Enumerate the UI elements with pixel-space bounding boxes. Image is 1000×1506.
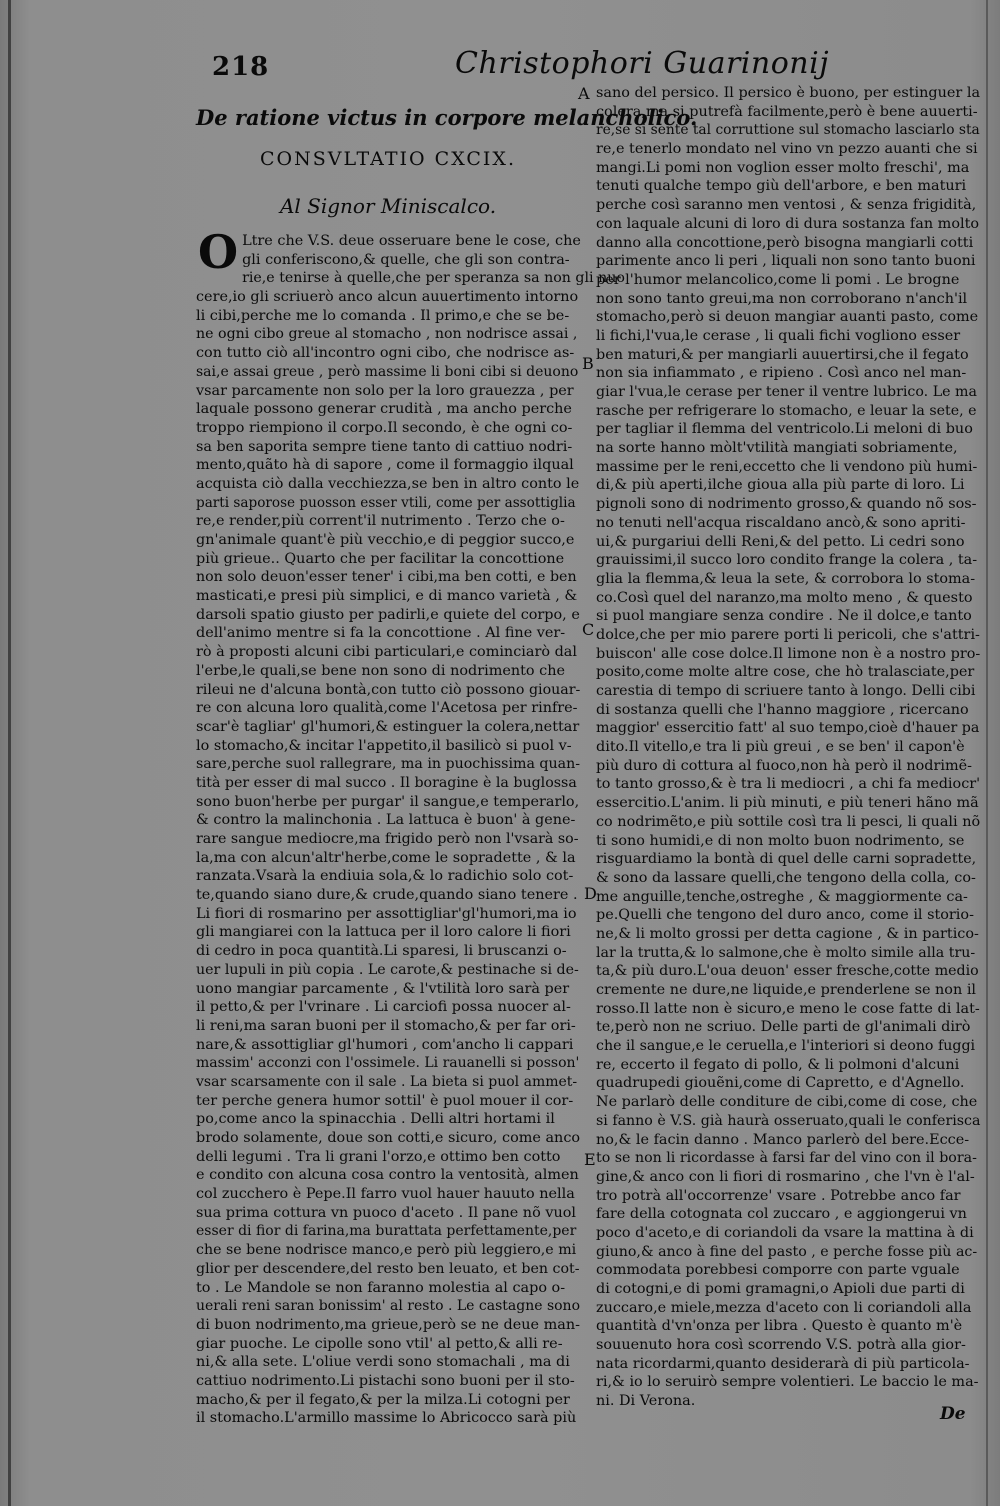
right-text-line: colera,ma si putrefà facilmente,però è bene auuerti-: [596, 103, 978, 120]
left-text-line: cattiuo nodrimento.Li pistachi sono buoni per il sto-: [196, 1372, 575, 1389]
right-text-line: di cotogni,e di pomi gramagni,o Apioli due parti di: [596, 1281, 965, 1297]
left-text-line: glior per descendere,del resto ben leuato, et ben cot-: [196, 1260, 580, 1277]
right-text-line: Ne parlarò delle conditure de cibi,come di cose, che: [596, 1094, 978, 1111]
left-text-line: non solo deuon'esser tener' i cibi,ma ben cotti, e ben: [196, 569, 577, 586]
right-text-line: na sorte hanno mòlt'vtilità mangiati sobriamente,: [596, 440, 958, 457]
left-text-line: rò à proposti alcuni cibi particulari,e cominciarò dal: [196, 644, 577, 661]
right-text-line: si puol mangiare senza condire . Ne il dolce,e tanto: [596, 608, 972, 625]
section-title: De ratione victus in corpore melancholico.: [196, 105, 698, 130]
left-text-line: ne ogni cibo greue al stomacho , non nodrisce assai ,: [196, 326, 578, 343]
margin-letter-b: B: [582, 354, 594, 373]
right-text-line: lar la trutta,& lo salmone,che è molto simile alla tru-: [596, 944, 976, 961]
right-text-line: co nodrimẽto,e più sottile così tra li pesci, li quali nõ: [596, 813, 981, 830]
right-text-line: re,se si sente tal corruttione sul stomacho lasciarlo sta: [596, 122, 980, 139]
left-text-line: vsar parcamente non solo per la loro grauezza , per: [196, 382, 574, 399]
left-text-line: Ltre che V.S. deue osseruare bene le cose, che: [242, 233, 581, 249]
left-text-line: tità per esser di mal succo . Il boragine è la buglossa: [196, 774, 577, 791]
margin-letter-e: E: [584, 1150, 596, 1169]
right-text-line: no tenuti nell'acqua riscaldano ancò,& sono apriti-: [596, 514, 966, 531]
right-text-line: zuccaro,e miele,mezza d'aceto con li coriandoli alla: [596, 1299, 972, 1316]
left-text-line: scar'è tagliar' gl'humori,& estinguer la colera,nettar: [196, 718, 580, 735]
left-text-line: l'erbe,le quali,se bene non sono di nodrimento che: [196, 662, 565, 679]
left-text-line: Li fiori di rosmarino per assottigliar'gl'humori,ma io: [196, 905, 577, 922]
right-text-line: to se non li ricordasse à farsi far del vino con il bora-: [596, 1150, 977, 1167]
left-text-line: sua prima cottura vn puoco d'aceto . Il pane nõ vuol: [196, 1204, 576, 1221]
left-text-line: to . Le Mandole se non faranno molestia al capo o-: [196, 1279, 566, 1296]
right-text-line: essercitio.L'anim. li più minuti, e più teneri hãno mã: [596, 795, 979, 812]
right-text-line: si fanno è V.S. già haurà osseruato,quali le conferisca: [596, 1112, 981, 1129]
margin-letter-a: A: [578, 84, 590, 103]
left-text-line: acquista ciò dalla vecchiezza,se ben in altro conto le: [196, 475, 580, 492]
right-text-line: per tagliar il flemma del ventricolo.Li meloni di buo: [596, 421, 973, 438]
left-text-line: brodo solamente, doue son cotti,e sicuro, come anco: [196, 1130, 581, 1146]
right-text-line: re, eccerto il fegato di pollo, & li polmoni d'alcuni: [596, 1056, 960, 1073]
left-text-line: lo stomacho,& incitar l'appetito,il basilicò si puol v-: [196, 737, 572, 754]
right-text-line: danno alla concottione,però bisogna mangiarli cotti: [596, 234, 974, 251]
left-text-line: gli mangiarei con la lattuca per il loro calore li fiori: [196, 924, 571, 941]
consultatio-heading: CONSVLTATIO CXCIX.: [260, 148, 516, 170]
left-text-line: re con alcuna loro qualità,come l'Acetosa per rinfre-: [196, 700, 578, 717]
left-text-line: te,quando siano dure,& crude,quando siano tenere .: [196, 887, 578, 904]
right-text-line: pignoli sono di nodrimento grosso,& quando nõ sos-: [596, 496, 977, 513]
right-text-line: dolce,che per mio parere porti li pericoli, che s'attri-: [596, 626, 980, 643]
left-text-line: & contro la malinchonia . La lattuca è buon' à gene-: [196, 812, 576, 829]
left-text-line: di buon nodrimento,ma grieue,però se ne deue man-: [196, 1316, 580, 1333]
right-text-line: commodata porebbesi comporre con parte vguale: [596, 1262, 960, 1279]
right-text-line: souuenuto hora così scorrendo V.S. potrà alla gior-: [596, 1337, 966, 1354]
left-text-line: rileui ne d'alcuna bontà,con tutto ciò possono giouar-: [196, 681, 581, 698]
left-text-line: laquale possono generar crudità , ma ancho perche: [196, 401, 572, 418]
right-text-line: mangi.Li pomi non voglion esser molto freschi', ma: [596, 159, 970, 176]
left-text-line: uerali reni saran bonissim' al resto . Le castagne sono: [196, 1298, 581, 1315]
left-text-line: più grieue.. Quarto che per facilitar la concottione: [196, 550, 565, 567]
right-text-line: te,però non ne scriuo. Delle parti de gl'animali dirò: [596, 1019, 971, 1036]
right-text-line: di sostanza quelli che l'hanno maggiore , ricercano: [596, 701, 969, 718]
left-text-line: sono buon'herbe per purgar' il sangue,e temperarlo,: [196, 793, 580, 810]
left-text-line: sai,e assai greue , però massime li boni cibi si deuono: [196, 363, 579, 380]
right-text-line: no,& le facin danno . Manco parlerò del bere.Ecce-: [596, 1131, 970, 1148]
right-text-line: ui,& purgariui delli Reni,& del petto. Li cedri sono: [596, 533, 965, 550]
left-text-line: uer lupuli in più copia . Le carote,& pestinache si de-: [196, 961, 579, 978]
right-text-line: maggior' essercitio fatt' al suo tempo,cioè d'hauer pa: [596, 720, 980, 737]
left-text-line: giar puoche. Le cipolle sono vtil' al petto,& alli re-: [196, 1335, 563, 1352]
right-text-line: giar l'vua,le cerase per tener il ventre lubrico. Le ma: [596, 384, 977, 400]
right-text-line: non sono tanto greui,ma non corroborano n'anch'il: [596, 290, 968, 307]
margin-letter-c: C: [582, 620, 595, 639]
right-text-line: perche così saranno men ventosi , & senza frigidità,: [596, 197, 977, 214]
right-text-line: quantità d'vn'onza per libra . Questo è quanto m'è: [596, 1318, 963, 1335]
right-text-line: rosso.Il latte non è sicuro,e meno le cose fatte di lat-: [596, 1000, 980, 1017]
left-text-line: ranzata.Vsarà la endiuia sola,& lo radichio solo cot-: [196, 868, 574, 885]
right-text-line: tro potrà all'occorrenze' vsare . Potrebbe anco far: [596, 1187, 961, 1204]
scan-edge-right: [986, 0, 988, 1506]
right-text-line: me anguille,tenche,ostreghe , & maggiormente ca-: [596, 888, 968, 905]
left-text-line: mento,quãto hà di sapore , come il formaggio ilqual: [196, 457, 574, 474]
right-text-line: stomacho,però si deuon mangiar auanti pasto, come: [596, 309, 979, 326]
right-text-line: risguardiamo la bontà di quel delle carni sopradette,: [596, 851, 977, 868]
left-text-line: il stomacho.L'armillo massime lo Abricocco sarà più: [196, 1410, 577, 1427]
right-text-line: ne,& li molto grossi per detta cagione , & in partico-: [596, 925, 979, 942]
right-text-line: ri,& io lo seruirò sempre volentieri. Le baccio le ma-: [596, 1374, 979, 1391]
right-text-line: rasche per refrigerare lo stomacho, e leuar la sete, e: [596, 402, 977, 419]
left-text-line: uono mangiar parcamente , & l'vtilità loro sarà per: [196, 980, 570, 997]
right-text-line: ben maturi,& per mangiarli auuertirsi,che il fegato: [596, 346, 969, 363]
right-text-line: massime per le reni,eccetto che li vendono più humi-: [596, 458, 978, 475]
left-text-line: cere,io gli scriuerò anco alcun auuertimento intorno: [196, 289, 579, 306]
left-column-text: [196, 225, 625, 1428]
left-text-line: la,ma con alcun'altr'herbe,come le sopradette , & la: [196, 849, 576, 866]
right-text-line: carestia di tempo di scriuere tanto à longo. Delli cibi: [596, 683, 976, 699]
left-text-line: vsar scarsamente con il sale . La bieta si puol ammet-: [196, 1073, 578, 1090]
left-text-line: delli legumi . Tra li grani l'orzo,e ottimo ben cotto: [196, 1148, 561, 1165]
right-text-line: nata ricordarmi,quanto desiderarà di più particola-: [596, 1355, 970, 1372]
scan-edge-left: [8, 0, 11, 1506]
right-text-line: ta,& più duro.L'oua deuon' esser fresche,cotte medio: [596, 963, 979, 980]
right-text-line: buiscon' alle cose dolce.Il limone non è a nostro pro-: [596, 645, 981, 662]
left-text-line: darsoli spatio giusto per padirli,e quiete del corpo, e: [196, 606, 580, 623]
left-text-line: gli conferiscono,& quelle, che gli son contra-: [242, 251, 570, 268]
left-text-line: li cibi,perche me lo comanda . Il primo,e che se be-: [196, 307, 570, 324]
right-text-line: più duro di cottura al fuoco,non hà però il nodrimẽ-: [596, 757, 973, 774]
right-text-line: giuno,& anco à fine del pasto , e perche fosse più ac-: [596, 1243, 978, 1260]
right-text-line: glia la flemma,& leua la sete, & corrobora lo stoma-: [596, 570, 976, 587]
right-text-line: che il sangue,e le ceruella,e l'interiori si deono fuggi: [596, 1038, 976, 1055]
right-text-line: fare della cotognata col zuccaro , e aggiongerui vn: [596, 1206, 967, 1223]
right-text-line: sano del persico. Il persico è buono, per estinguer la: [596, 85, 981, 101]
page-number: 218: [212, 52, 270, 82]
left-text-line: troppo riempiono il corpo.Il secondo, è che ogni co-: [196, 419, 573, 436]
left-text-line: masticati,e presi più simplici, e di manco varietà , &: [196, 588, 578, 605]
page-header: [0, 46, 1000, 86]
right-text-line: quadrupedi giouẽni,come di Capretto, e d'Agnello.: [596, 1075, 965, 1092]
left-text-line: che se bene nodrisce manco,e però più leggiero,e mi: [196, 1242, 577, 1259]
left-text-line: con tutto ciò all'incontro ogni cibo, che nodrisce as-: [196, 345, 575, 362]
left-text-line: parti saporose puosson esser vtili, come per assottiglia: [196, 494, 576, 511]
left-text-line: il petto,& per l'vrinare . Li carciofi possa nuocer al-: [196, 999, 571, 1016]
left-text-line: ni,& alla sete. L'oliue verdi sono stomachali , ma di: [196, 1354, 570, 1371]
right-text-line: con laquale alcuni di loro di dura sostanza fan molto: [596, 215, 980, 232]
addressee: Al Signor Miniscalco.: [279, 194, 497, 218]
right-text-line: ni. Di Verona.: [596, 1393, 696, 1410]
left-text-line: nare,& assottigliar gl'humori , com'ancho li cappari: [196, 1036, 574, 1053]
right-text-line: pe.Quelli che tengono del duro anco, come il storio-: [596, 907, 974, 924]
right-column: [596, 84, 980, 1411]
left-text-line: po,come anco la spinacchia . Delli altri hortami il: [196, 1111, 555, 1128]
right-text-line: re,e tenerlo mondato nel vino vn pezzo auanti che si: [596, 141, 978, 158]
right-text-line: & sono da lassare quelli,che tengono della colla, co-: [596, 869, 976, 886]
left-text-line: sare,perche suol rallegrare, ma in puochissima quan-: [196, 756, 581, 773]
right-text-line: di,& più aperti,ilche gioua alla più parte di loro. Li: [596, 477, 965, 494]
left-text-line: sa ben saporita sempre tiene tanto di cattiuo nodri-: [196, 438, 573, 455]
margin-letter-d: D: [584, 884, 597, 903]
right-text-line: dito.Il vitello,e tra li più greui , e se ben' il capon'è: [596, 739, 965, 756]
right-text-line: parimente anco li peri , liquali non sono tanto buoni: [596, 253, 976, 270]
left-text-line: dell'animo mentre si fa la concottione . Al fine ver-: [196, 625, 566, 642]
catchword: De: [940, 1404, 966, 1424]
right-column-text: [596, 84, 980, 1411]
left-text-line: gn'animale quant'è più vecchio,e di peggior succo,e: [196, 532, 575, 548]
left-text-line: massim' acconzi con l'ossimele. Li rauanelli si posson': [196, 1055, 580, 1072]
left-text-line: esser di fior di farina,ma burattata perfettamente,per: [196, 1223, 577, 1240]
right-text-line: li fichi,l'vua,le cerase , li quali fichi vogliono esser: [596, 327, 961, 344]
left-text-line: rare sangue mediocre,ma frigido però non l'vsarà so-: [196, 831, 579, 847]
right-text-line: cremente ne dure,ne liquide,e prenderlene se non il: [596, 982, 977, 998]
right-text-line: non sia infiammato , e ripieno . Così anco nel man-: [596, 365, 967, 382]
left-text-line: e condito con alcuna cosa contro la ventosità, almen: [196, 1167, 579, 1184]
right-text-line: co.Così quel del naranzo,ma molto meno , & questo: [596, 589, 973, 606]
left-text-line: di cedro in poca quantità.Li sparesi, li bruscanzi o-: [196, 943, 567, 960]
left-text-line: col zucchero è Pepe.Il farro vuol hauer hauuto nella: [196, 1186, 575, 1203]
left-text-line: ter perche genera humor sottil' è puol mouer il cor-: [196, 1092, 574, 1109]
left-text-line: rie,e tenirse à quelle,che per speranza sa non gli nuo: [242, 270, 625, 287]
right-text-line: ti sono humidi,e di non molto buon nodrimento, se: [596, 832, 965, 849]
running-head: Christophori Guarinonij: [455, 46, 829, 81]
right-text-line: tenuti qualche tempo giù dell'arbore, e ben maturi: [596, 178, 967, 195]
left-text-line: re,e render,più corrent'il nutrimento . Terzo che o-: [196, 513, 565, 530]
right-text-line: posito,come molte altre cose, che hò tralasciate,per: [596, 664, 975, 681]
right-text-line: grauissimi,il succo loro condito frange la colera , ta-: [596, 552, 978, 569]
right-text-line: gine,& anco con li fiori di rosmarino , che l'vn è l'al-: [596, 1168, 975, 1185]
right-text-line: poco d'aceto,e di coriandoli da vsare la mattina à di: [596, 1224, 974, 1241]
left-text-line: macho,& per il fegato,& per la milza.Li cotogni per: [196, 1391, 570, 1408]
drop-cap: O: [198, 225, 239, 279]
left-text-line: li reni,ma saran buoni per il stomacho,& per far ori-: [196, 1017, 576, 1034]
right-text-line: to tanto grosso,& è tra li mediocri , a chi fa mediocr': [596, 776, 981, 793]
right-text-line: per l'humor melancolico,come li pomi . Le brogne: [596, 271, 960, 288]
